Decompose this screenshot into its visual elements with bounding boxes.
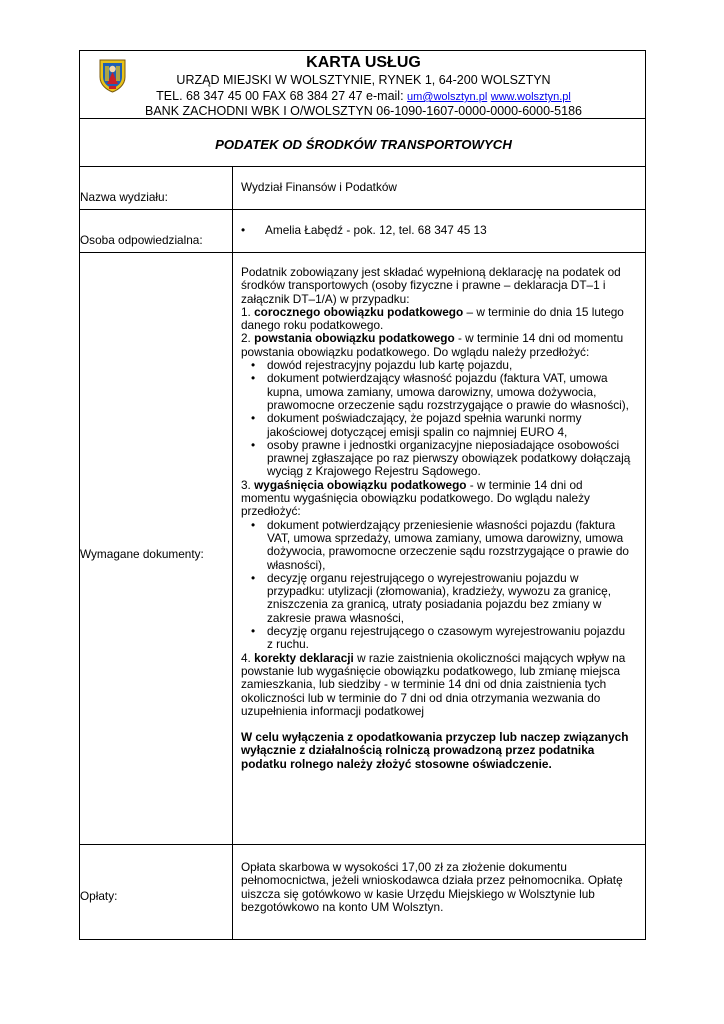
office-address: URZĄD MIEJSKI W WOLSZTYNIE, RYNEK 1, 64-200 WOLSZTYN [176,73,551,87]
bullet-icon: • [241,223,246,237]
service-card [79,50,646,940]
item-3-bullet-list [241,519,631,652]
header-box [79,50,646,119]
fees-label: Opłaty: [80,889,118,903]
person-text: Amelia Łabędź - pok. 12, tel. 68 347 45 13 [265,223,487,237]
row-fees [79,844,646,940]
person-value [241,224,487,237]
department-value: Wydział Finansów i Podatków [241,180,397,194]
list-item: • dowód rejestracyjny pojazdu lub kartę pojazdu, [241,359,631,372]
item-2-bullet-list [241,359,631,479]
list-item: • decyzję organu rejestrującego o wyrejestrowaniu pojazdu w przypadku: utylizacji (złomowania), kradzieży, wywozu za granicę, zniszczenia za granicą, utraty posiadania pojazdu bez zmiany w zakresie prawa własności, [241,572,631,625]
column-divider [232,844,233,939]
contact-line [80,89,647,103]
fees-value: Opłata skarbowa w wysokości 17,00 zł za złożenie dokumentu pełnomocnictwa, jeżeli wnioskodawca działa przez pełnomocnika. Opłatę uiszcza się gotówkowo w kasie Urzędu Miejskiego w Wolsztynie lub bezgotówkowo na konto UM Wolsztyn. [241,860,623,915]
documents-note: W celu wyłączenia z opodatkowania przyczep lub naczep związanych wyłącznie z działalnością rolniczą prowadzoną przez podatnika podatku rolnego należy złożyć stosowne oświadczenie. [241,730,629,771]
documents-item-3: 3. wygaśnięcia obowiązku podatkowego - w terminie 14 dni od momentu wygaśnięcia obowiązku podatkowego. Do wglądu należy przedłożyć: [241,477,590,519]
website-link[interactable]: www.wolsztyn.pl [490,91,571,103]
documents-item-1: 1. corocznego obowiązku podatkowego – w terminie do dnia 15 lutego danego roku podatkowego. [241,304,624,333]
subject-box [79,118,646,167]
person-label: Osoba odpowiedzialna: [80,233,203,247]
column-divider [232,166,233,209]
list-item: • dokument poświadczający, że pojazd spełnia warunki normy jakościowej dotyczącej emisji spalin co najmniej EURO 4, [241,412,631,439]
row-department [79,166,646,210]
documents-intro: Podatnik zobowiązany jest składać wypełnioną deklarację na podatek od środków transportowych (osoby fizyczne i prawne – deklaracja DT–1 i załącznik DT–1/A) w przypadku: [241,265,621,306]
card-title: KARTA USŁUG [306,54,421,71]
list-item: • decyzję organu rejestrującego o czasowym wyrejestrowaniu pojazdu z ruchu. [241,625,631,652]
row-person [79,209,646,253]
bank-account: BANK ZACHODNI WBK I O/WOLSZTYN 06-1090-1607-0000-0000-6000-5186 [145,104,582,118]
subject-title: PODATEK OD ŚRODKÓW TRANSPORTOWYCH [215,137,512,152]
list-item: • dokument potwierdzający przeniesienie własności pojazdu (faktura VAT, umowa sprzedaży, umowa zamiany, umowa darowizny, umowa dożywocia, prawomocne orzeczenie sądu rozstrzygające o prawie do własności), [241,519,631,572]
email-link[interactable]: um@wolsztyn.pl [407,91,488,103]
department-label: Nazwa wydziału: [80,190,168,204]
documents-item-2: 2. powstania obowiązku podatkowego - w terminie 14 dni od momentu powstania obowiązku podatkowego. Do wglądu należy przedłożyć: [241,331,624,359]
column-divider [232,209,233,252]
documents-item-4: 4. korekty deklaracji w razie zaistnienia okoliczności mających wpływ na powstanie lub wygaśnięcie obowiązku podatkowego, lub zmianę miejsca zamieszkania, lub siedziby - w terminie 14 dni od dnia zaistnienia tych okoliczności lub w terminie do 7 dni od dnia otrzymania wezwania do uzupełnienia informacji podatkowej [241,650,626,718]
documents-label: Wymagane dokumenty: [80,547,204,561]
column-divider [232,252,233,844]
row-documents [79,252,646,845]
list-item: • dokument potwierdzający własność pojazdu (faktura VAT, umowa kupna, umowa zamiany, umowa darowizny, umowa dożywocia, prawomocne orzeczenie sądu rozstrzygające o prawie do własności), [241,372,631,412]
documents-value [241,266,631,771]
contact-phone-fax: TEL. 68 347 45 00 FAX 68 384 27 47 e-mail: [156,89,408,103]
list-item: • osoby prawne i jednostki organizacyjne nieposiadające osobowości prawnej zgłaszające po raz pierwszy obowiązek podatkowy dołączają wyciąg z Krajowego Rejestru Sądowego. [241,439,631,479]
